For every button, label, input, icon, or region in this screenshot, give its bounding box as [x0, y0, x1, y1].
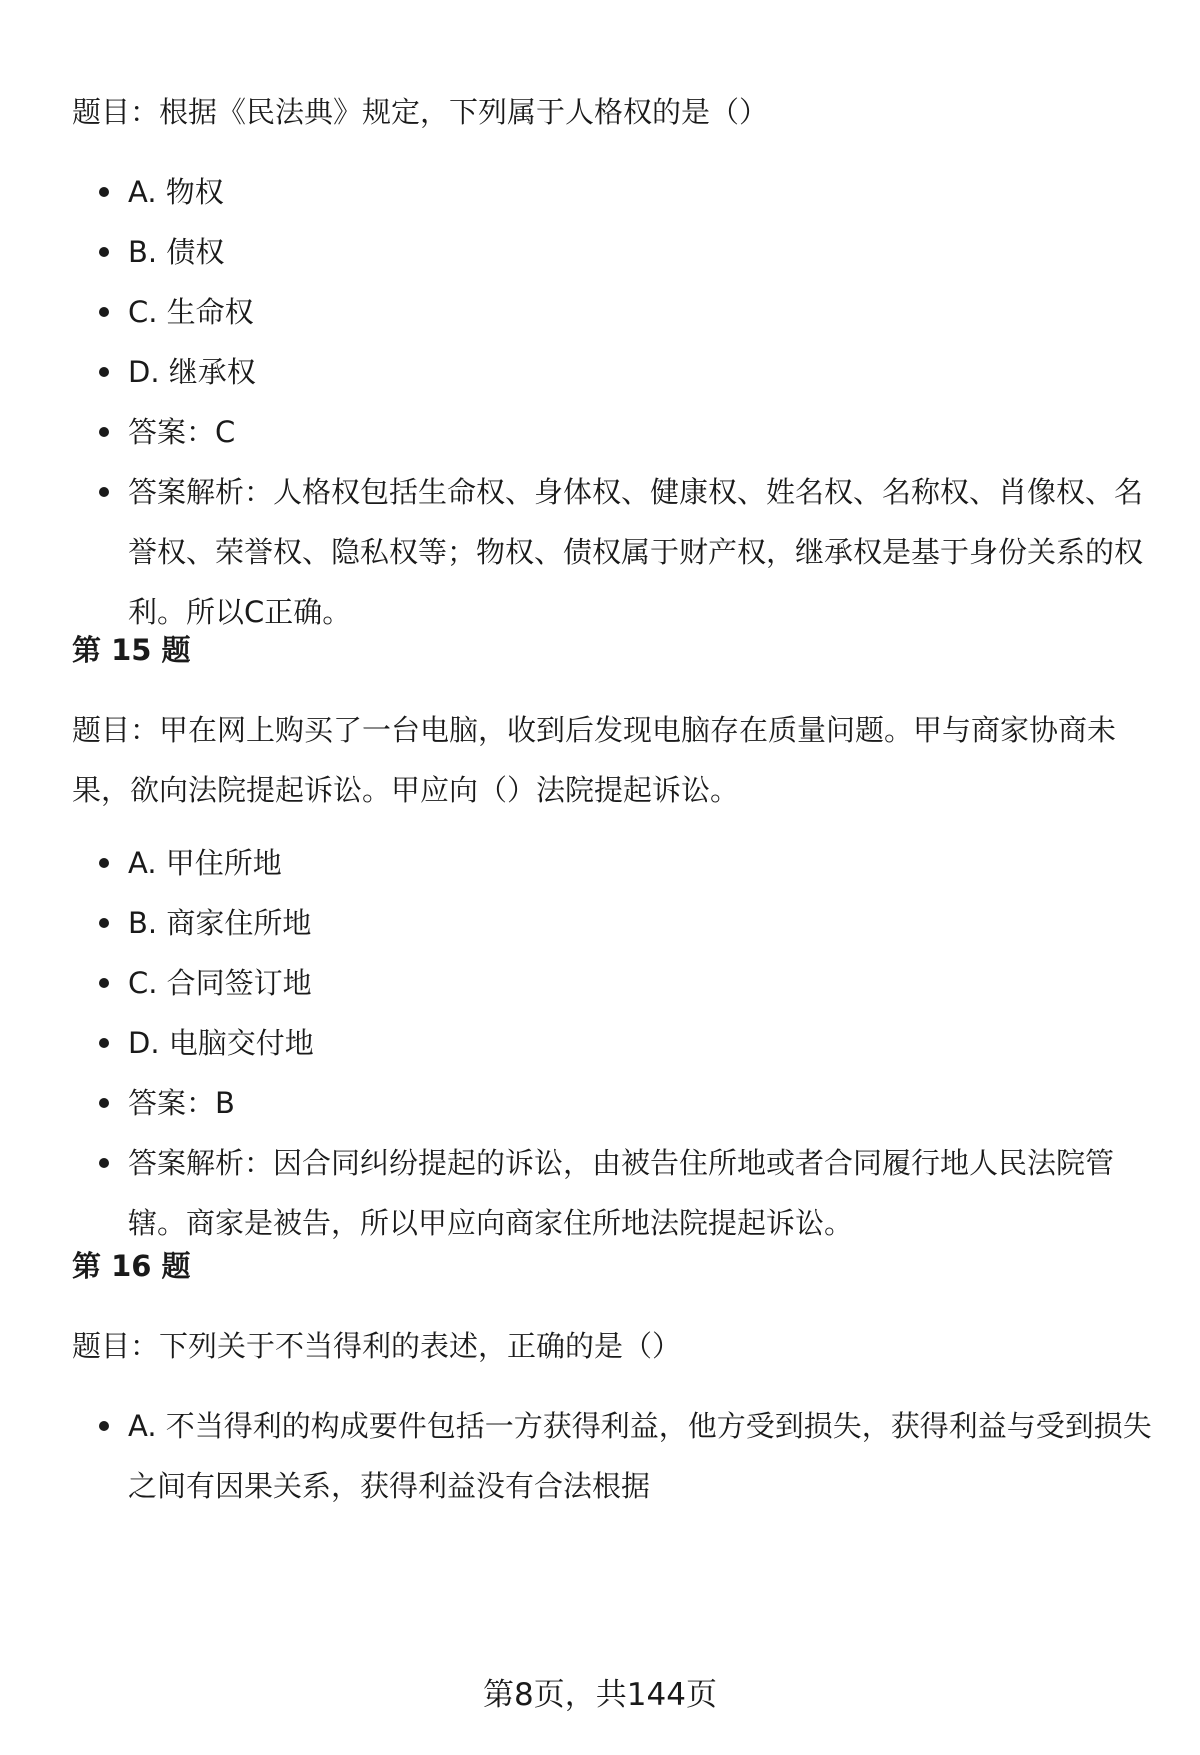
- answer-analysis: 答案解析：人格权包括生命权、身体权、健康权、姓名权、名称权、肖像权、名誉权、荣誉权、隐私权等；物权、债权属于财产权，继承权是基于身份关系的权利。所以C正确。: [72, 462, 1152, 642]
- question-14-options: [72, 162, 1152, 642]
- question-15-heading: 第 15 题: [72, 633, 191, 667]
- option-a: A. 不当得利的构成要件包括一方获得利益，他方受到损失，获得利益与受到损失之间有因果关系，获得利益没有合法根据: [72, 1396, 1152, 1516]
- option-a: A. 甲住所地: [72, 833, 1152, 893]
- question-16-heading: 第 16 题: [72, 1249, 191, 1283]
- answer: 答案：B: [72, 1073, 1152, 1133]
- option-a: A. 物权: [72, 162, 1152, 222]
- option-d: D. 继承权: [72, 342, 1152, 402]
- answer: 答案：C: [72, 402, 1152, 462]
- question-16-options: [72, 1396, 1152, 1516]
- answer-analysis: 答案解析：因合同纠纷提起的诉讼，由被告住所地或者合同履行地人民法院管辖。商家是被告，所以甲应向商家住所地法院提起诉讼。: [72, 1133, 1152, 1253]
- question-15-options: [72, 833, 1152, 1253]
- page-footer: 第8页，共144页: [483, 1677, 717, 1713]
- question-15-stem: 题目：甲在网上购买了一台电脑，收到后发现电脑存在质量问题。甲与商家协商未果，欲向法院提起诉讼。甲应向（）法院提起诉讼。: [72, 713, 1117, 807]
- option-c: C. 生命权: [72, 282, 1152, 342]
- option-c: C. 合同签订地: [72, 953, 1152, 1013]
- option-d: D. 电脑交付地: [72, 1013, 1152, 1073]
- option-b: B. 商家住所地: [72, 893, 1152, 953]
- option-b: B. 债权: [72, 222, 1152, 282]
- question-16-stem: 题目：下列关于不当得利的表述，正确的是（）: [72, 1329, 682, 1363]
- question-14-stem: 题目：根据《民法典》规定，下列属于人格权的是（）: [72, 95, 769, 129]
